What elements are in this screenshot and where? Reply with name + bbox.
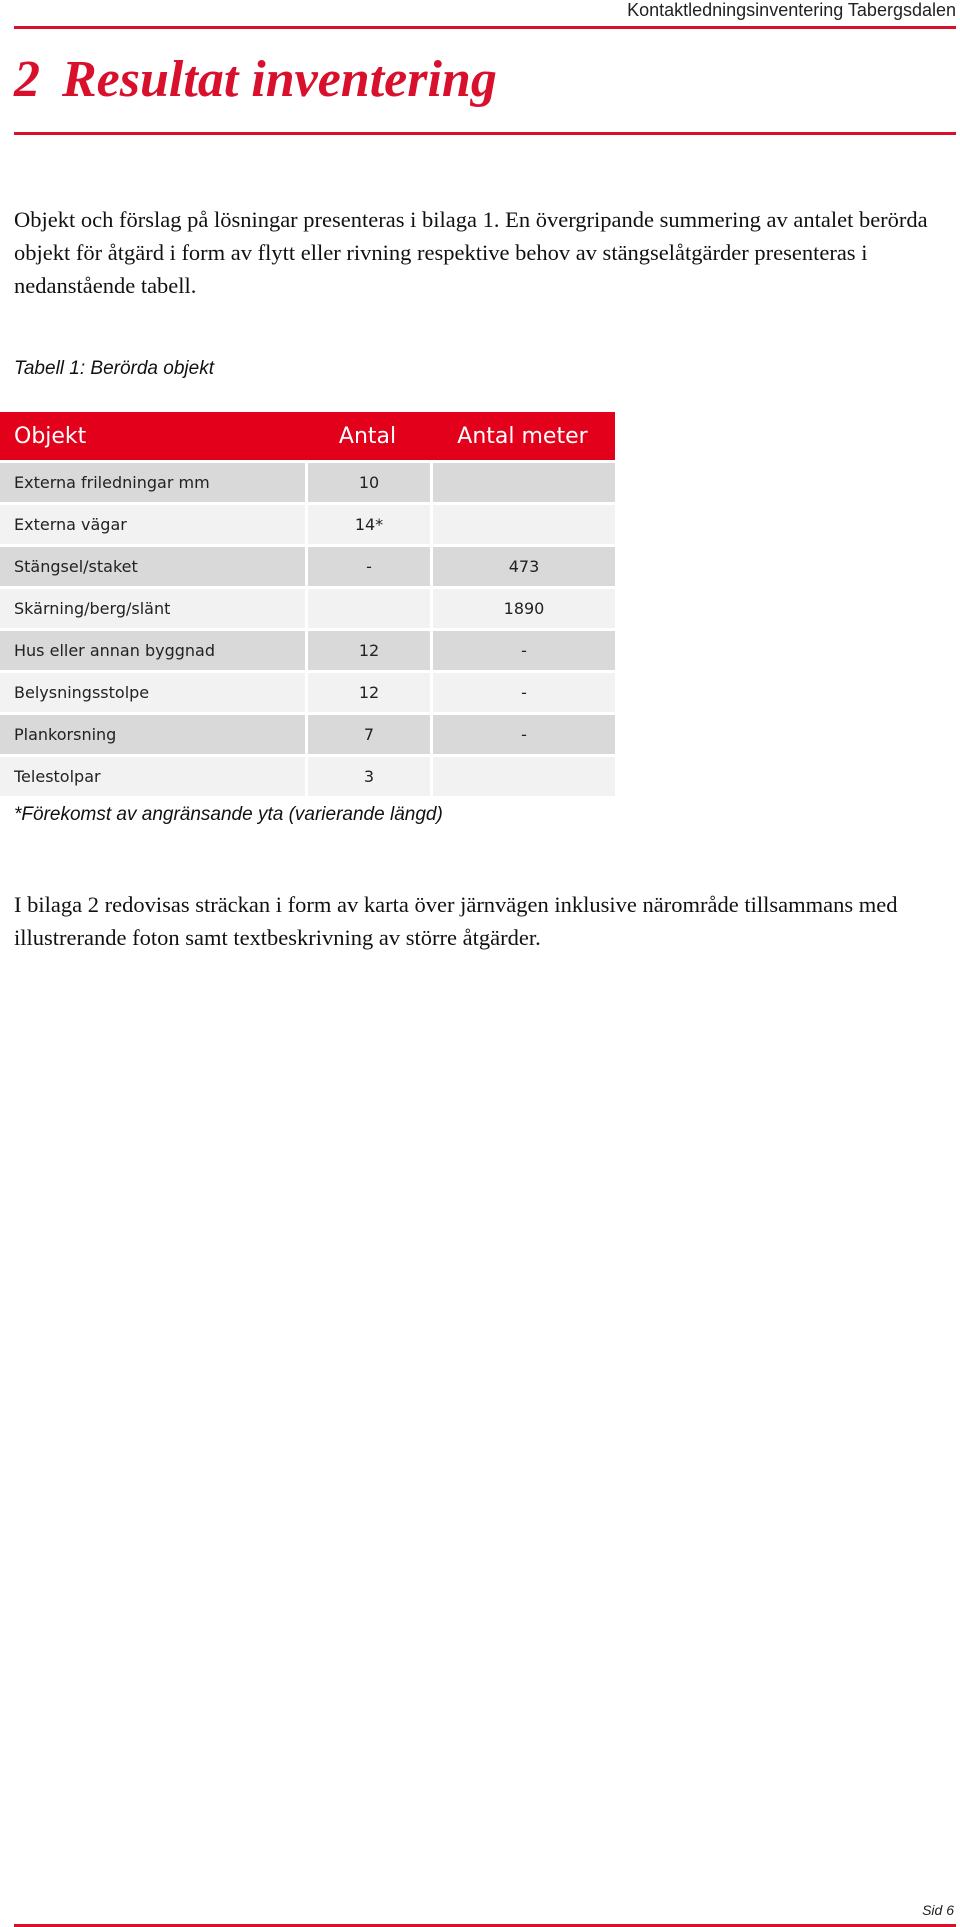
cell-antal-meter (430, 460, 615, 502)
intro-paragraph: Objekt och förslag på lösningar presenteras i bilaga 1. En övergripande summering av antalet berörda objekt för åtgärd i form av flytt eller rivning respektive behov av stängselåtgärder presenteras i nedanstående tabell. (14, 207, 928, 298)
cell-antal: 12 (305, 670, 430, 712)
header-rule (14, 26, 956, 29)
cell-antal (305, 586, 430, 628)
table-header-row (0, 412, 615, 460)
cell-objekt: Skärning/berg/slänt (0, 586, 305, 628)
cell-objekt: Telestolpar (0, 754, 305, 796)
table-row (0, 460, 615, 502)
title-rule (14, 132, 956, 135)
chapter-title (14, 51, 497, 108)
table-row (0, 670, 615, 712)
column-header-antal: Antal (305, 412, 430, 460)
cell-antal: 7 (305, 712, 430, 754)
running-header: Kontaktledningsinventering Tabergsdalen (627, 0, 956, 20)
column-header-objekt: Objekt (0, 412, 305, 460)
table-row (0, 586, 615, 628)
affected-objects-table (0, 412, 615, 796)
table-footnote: *Förekomst av angränsande yta (varierande längd) (14, 804, 443, 825)
cell-antal: 10 (305, 460, 430, 502)
cell-antal: 14* (305, 502, 430, 544)
column-header-antal-meter: Antal meter (430, 412, 615, 460)
page-number: Sid 6 (922, 1902, 954, 1918)
cell-objekt: Hus eller annan byggnad (0, 628, 305, 670)
cell-antal: - (305, 544, 430, 586)
cell-objekt: Stängsel/staket (0, 544, 305, 586)
cell-objekt: Plankorsning (0, 712, 305, 754)
cell-antal-meter: 1890 (430, 586, 615, 628)
closing-paragraph: I bilaga 2 redovisas sträckan i form av karta över järnvägen inklusive närområde tillsammans med illustrerande foton samt textbeskrivning av större åtgärder. (14, 892, 898, 950)
cell-antal-meter (430, 754, 615, 796)
cell-objekt: Externa friledningar mm (0, 460, 305, 502)
table-row (0, 754, 615, 796)
cell-objekt: Belysningsstolpe (0, 670, 305, 712)
chapter-number: 2 (14, 51, 40, 108)
cell-objekt: Externa vägar (0, 502, 305, 544)
table-row (0, 544, 615, 586)
table-caption: Tabell 1: Berörda objekt (14, 358, 214, 379)
table-row (0, 712, 615, 754)
cell-antal-meter: - (430, 712, 615, 754)
cell-antal-meter: - (430, 670, 615, 712)
cell-antal: 12 (305, 628, 430, 670)
cell-antal-meter: - (430, 628, 615, 670)
table-row (0, 502, 615, 544)
cell-antal-meter (430, 502, 615, 544)
table-row (0, 628, 615, 670)
chapter-title-text: Resultat inventering (62, 51, 497, 108)
cell-antal: 3 (305, 754, 430, 796)
cell-antal-meter: 473 (430, 544, 615, 586)
